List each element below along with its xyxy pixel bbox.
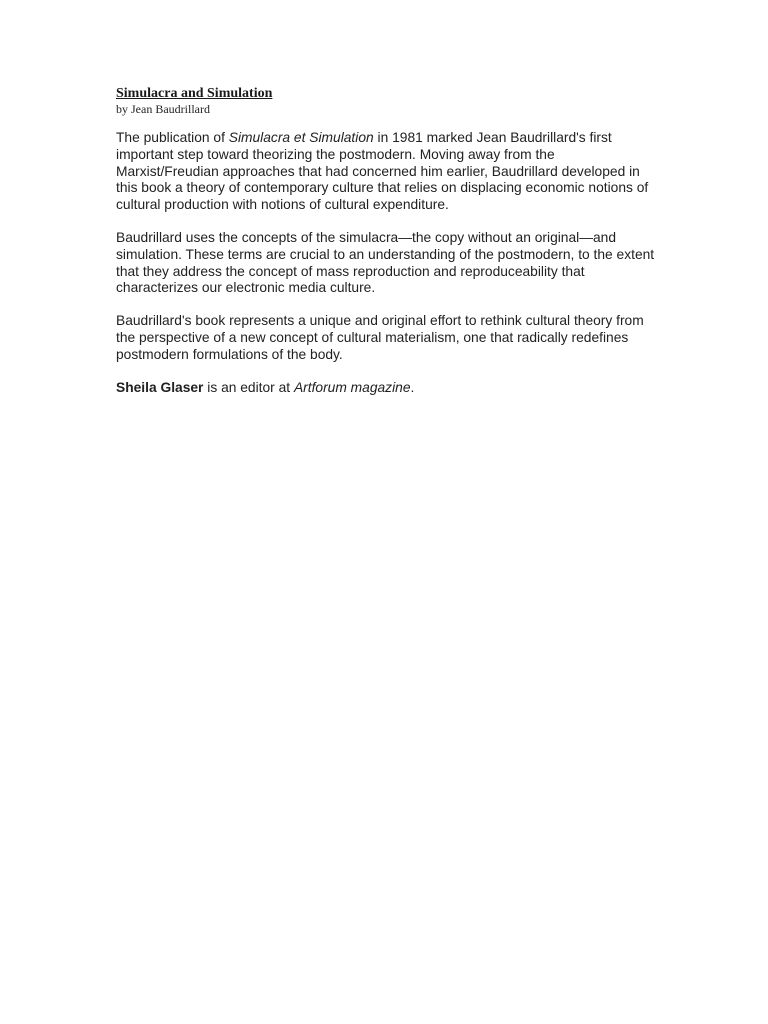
document-byline: by Jean Baudrillard: [116, 102, 210, 116]
author-role: is an editor at: [203, 379, 294, 395]
paragraph-1-lead: The publication of: [116, 130, 229, 145]
paragraph-publication: [116, 130, 656, 214]
paragraph-concepts: Baudrillard uses the concepts of the simulacra—the copy without an original—and simulation. These terms are crucial to an understanding of the postmodern, to the extent that they address the concept of mass reproduction and reproduceability that characterizes our electronic media culture.: [116, 229, 655, 296]
author-note: [116, 380, 656, 397]
publication-name: Artforum magazine: [293, 379, 411, 395]
document-title: Simulacra and Simulation: [116, 86, 273, 101]
author-note-end: .: [410, 379, 415, 395]
document-page: [116, 86, 656, 412]
paragraph-1-rest: in 1981 marked Jean Baudrillard's first important step toward theorizing the postmodern. Moving away from the Marxist/Freudian approaches that had concerned him earlier, Baudrillard developed in this book a theory of contemporary culture that relies on displacing economic notions of cultural production with notions of cultural expenditure.: [116, 130, 649, 213]
paragraph-effort: Baudrillard's book represents a unique and original effort to rethink cultural theory from the perspective of a new concept of cultural materialism, one that radically redefines postmodern formulations of the body.: [116, 313, 644, 362]
author-name: Sheila Glaser: [116, 379, 204, 395]
book-title-italic: Simulacra et Simulation: [228, 130, 374, 145]
